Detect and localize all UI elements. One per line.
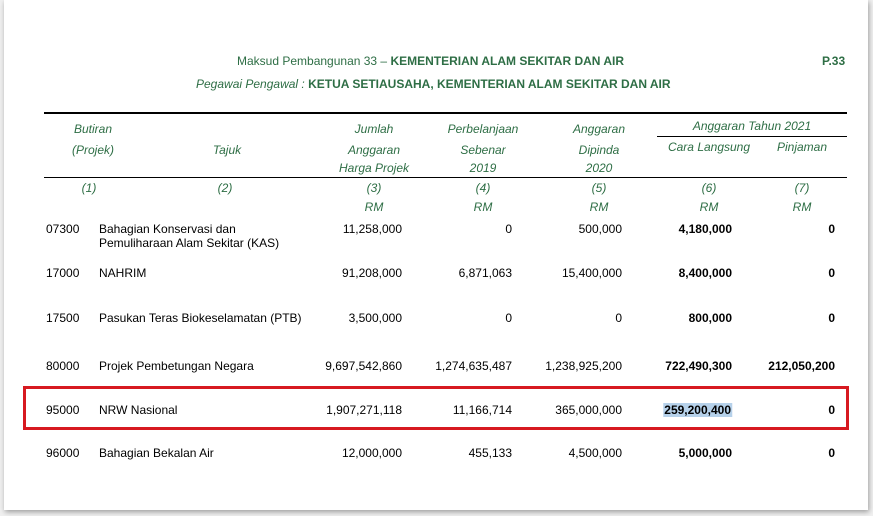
row-dipinda: 0 — [615, 311, 622, 325]
row-langsung: 8,400,000 — [678, 266, 732, 280]
col-anggaran-1: Anggaran — [572, 122, 626, 136]
row-pinjaman: 0 — [828, 446, 835, 460]
top-rule — [44, 112, 847, 114]
col-belanja-2: Sebenar — [460, 143, 506, 157]
col-jumlah-1: Jumlah — [354, 122, 394, 136]
row-dipinda: 365,000,000 — [555, 403, 622, 417]
highlight-box — [23, 386, 849, 430]
col-anggaran-3: 2020 — [585, 161, 613, 175]
row-sebenar: 11,166,714 — [452, 403, 512, 417]
pegawai-name: KETUA SETIAUSAHA, KEMENTERIAN ALAM SEKITAR DAN AIR — [308, 77, 671, 91]
col-tahun-2021: Anggaran Tahun 2021 — [692, 119, 812, 133]
col-num-6: (6) — [701, 181, 717, 195]
row-dipinda: 500,000 — [578, 222, 622, 236]
row-sebenar: 6,871,063 — [458, 266, 512, 280]
row-title: Bahagian Bekalan Air — [99, 446, 214, 460]
col-butiran: Butiran — [73, 122, 113, 136]
unit-rm-3: RM — [364, 200, 384, 214]
row-title: NRW Nasional — [99, 403, 178, 417]
col-jumlah-2: Anggaran — [347, 143, 401, 157]
row-dipinda: 4,500,000 — [568, 446, 622, 460]
row-sebenar: 0 — [505, 311, 512, 325]
col-tajuk: Tajuk — [212, 143, 242, 157]
page-number: P.33 — [822, 54, 846, 68]
row-pinjaman: 0 — [828, 266, 835, 280]
row-langsung: 4,180,000 — [678, 222, 732, 236]
row-code: 96000 — [46, 446, 80, 460]
col-num-3: (3) — [366, 181, 382, 195]
pegawai-title — [196, 77, 671, 91]
row-pinjaman: 0 — [828, 311, 835, 325]
row-pinjaman: 0 — [828, 222, 835, 236]
col-pinjaman: Pinjaman — [776, 140, 828, 154]
row-jumlah: 12,000,000 — [341, 446, 402, 460]
sub-rule-2021 — [657, 136, 847, 137]
row-code: 07300 — [46, 222, 80, 236]
maksud-title — [237, 54, 624, 68]
row-dipinda: 1,238,925,200 — [545, 359, 622, 373]
col-cara-langsung: Cara Langsung — [667, 140, 751, 154]
col-belanja-1: Perbelanjaan — [447, 122, 519, 136]
row-code: 95000 — [46, 403, 80, 417]
row-jumlah: 11,258,000 — [342, 222, 402, 236]
col-num-7: (7) — [794, 181, 810, 195]
maksud-name: KEMENTERIAN ALAM SEKITAR DAN AIR — [390, 54, 625, 68]
col-projek: (Projek) — [71, 143, 115, 157]
row-langsung: 722,490,300 — [665, 359, 732, 373]
col-num-1: (1) — [81, 181, 97, 195]
row-jumlah: 9,697,542,860 — [325, 359, 402, 373]
unit-rm-5: RM — [589, 200, 609, 214]
row-code: 17000 — [46, 266, 80, 280]
row-sebenar: 1,274,635,487 — [435, 359, 512, 373]
row-langsung: 800,000 — [688, 311, 732, 325]
col-jumlah-3: Harga Projek — [338, 161, 410, 175]
unit-rm-4: RM — [473, 200, 493, 214]
row-dipinda: 15,400,000 — [561, 266, 622, 280]
row-title: Pasukan Teras Biokeselamatan (PTB) — [99, 311, 302, 325]
row-sebenar: 455,133 — [468, 446, 512, 460]
col-belanja-3: 2019 — [469, 161, 497, 175]
selected-text[interactable]: 259,200,400 — [664, 403, 731, 417]
row-jumlah: 91,208,000 — [341, 266, 402, 280]
row-sebenar: 0 — [505, 222, 512, 236]
maksud-prefix: Maksud Pembangunan 33 – — [237, 54, 388, 68]
unit-rm-6: RM — [699, 200, 719, 214]
unit-rm-7: RM — [792, 200, 812, 214]
row-langsung: 5,000,000 — [678, 446, 732, 460]
header-bottom-rule — [44, 177, 847, 178]
row-pinjaman: 212,050,200 — [768, 359, 835, 373]
row-jumlah: 1,907,271,118 — [326, 403, 402, 417]
row-title: Bahagian Konservasi dan Pemuliharaan Alam Sekitar (KAS) — [99, 222, 280, 250]
col-num-5: (5) — [591, 181, 607, 195]
row-title: NAHRIM — [99, 266, 147, 280]
col-num-2: (2) — [217, 181, 233, 195]
row-code: 80000 — [46, 359, 80, 373]
document-page — [4, 0, 868, 510]
pegawai-label: Pegawai Pengawal : — [196, 77, 305, 91]
row-jumlah: 3,500,000 — [348, 311, 402, 325]
row-code: 17500 — [46, 311, 80, 325]
col-num-4: (4) — [475, 181, 491, 195]
col-anggaran-2: Dipinda — [578, 143, 620, 157]
row-pinjaman: 0 — [828, 403, 835, 417]
row-title: Projek Pembetungan Negara — [99, 359, 254, 373]
